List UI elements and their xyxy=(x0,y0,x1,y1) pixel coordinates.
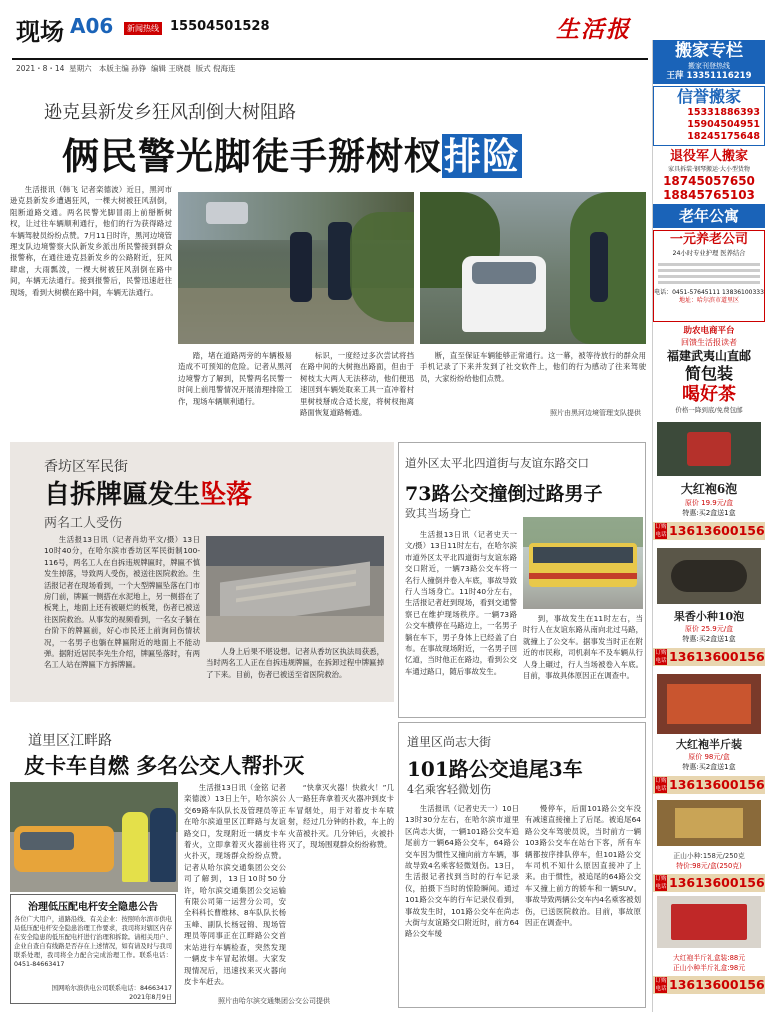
tea-product-4-tel: 13613600156 xyxy=(669,875,765,890)
safety-notice xyxy=(10,894,176,1004)
story-bus-73-accident xyxy=(398,442,646,718)
notice-body: 各位广大用户，道路沿线、有关企业：按照哈尔滨市供电局低压配电杆安全隐患治理工作要求，我司将对辖区内存在安全隐患的低压配电杆进行治理和拆除。请相关用户、企业自查自有线路是否存在上述情况，如有请及时与我司联系处理，我司将全力配合完成治理工作。联系电话：0451-84663417 xyxy=(14,916,172,968)
tea-product-4-special: 特价:98元/盒(250克) xyxy=(676,862,742,870)
tea-product-3-tel: 13613600156 xyxy=(669,777,765,792)
ad6-line1: 福建武夷山直邮 xyxy=(666,349,751,363)
story1-headline-accent: 排险 xyxy=(444,134,520,178)
notice-title: 治理低压配电杆安全隐患公告 xyxy=(28,902,158,913)
ad2-phone-1: 15331886393 xyxy=(687,107,760,118)
story1-column-1: 生活报讯（韩飞 记者栾德波）近日，黑河市逊克县新发乡遭遇狂风，一棵大树被狂风刮倒，阻断道路交通。两名民警光脚冒雨上前掰断树杈，让过往车辆顺利通行，他们的行为获得路过车辆驾驶员纷纷点赞。7月11日时许，黑河边境管理支队边境警察大队新发乡派出所民警接到群众报警称，在通往逊克县新发乡的公路附近，狂风肆虐，大雨瓢泼，一棵大树被狂风刮倒在路中间，车辆无法通行。接到报警后，民警迅速赶往现场，看到大树横在路中间，车辆无法通行。 xyxy=(10,185,172,297)
ad1-title: 搬家专栏 xyxy=(675,41,743,61)
ad3-phone-1: 18745057650 xyxy=(663,174,755,188)
ad-tea-header xyxy=(653,326,765,418)
tea-product-3-tel-label: 订购电话 xyxy=(655,778,667,792)
ad6-sub: 回馈生活报读者 xyxy=(681,338,737,347)
tea-product-4-tel-bar xyxy=(653,874,765,892)
story1-column-4: 断，直至保证车辆能够正常通行。这一幕，被等待放行的群众用手机记录了下来并发到了社交软件上，他们的行为感动了往来驾驶员，大家纷纷给他们点赞。 xyxy=(420,351,646,383)
ad1-sub: 搬家刊登热线 xyxy=(688,62,730,70)
tea-product-3-price: 原价 98元/盒 xyxy=(688,753,730,761)
story3-kicker: 道外区太平北四道街与友谊东路交口 xyxy=(405,456,589,470)
ad5-address: 地址：哈尔滨市道里区 xyxy=(678,297,739,304)
ad2-phone-2: 15904504951 xyxy=(687,119,760,130)
tea-product-3-image xyxy=(657,674,761,734)
ad-xinyu-moving xyxy=(653,86,765,146)
ad-elderly-apartment xyxy=(653,204,765,228)
tea-product-1-special: 特惠:买2盒送1盒 xyxy=(682,509,736,517)
tea-product-1 xyxy=(653,422,765,546)
story5-kicker: 道里区尚志大街 xyxy=(407,735,492,749)
tea-product-2-tel-bar xyxy=(653,648,765,666)
story3-column-1: 生活报13日讯（记者史天一文/摄）13日11时左右，在哈尔滨市道外区太平北四道街与友谊东路交口附近，一辆73路公交车将一名行人撞倒并卷入车底，事故导致行人当场身亡。11时40分左右，生活报记者赶到现场，看到交通警察已在维护现场秩序。一辆73路公交车横停在马路边上，一名男子躺在车下，男子身体上已经盖了白布。在事故现场附近，一名男子回忆道，当时他正在路边，看到公交车通过路口，随后事故发生。 xyxy=(405,530,517,676)
story1-column-3: 标识，一度经过多次尝试将挡在路中间的大树拖出路面，但由于树枝太大两人无法移动，他们便迅速回到车辆处取来工具一直冲着村里树枝掰成合适长度，将树杈拖离路面恢复道路畅通。 xyxy=(300,351,414,418)
story3-headline: 73路公交撞倒过路男子 xyxy=(405,483,603,505)
tea-product-3-tel-bar xyxy=(653,776,765,794)
tea-product-2-tel: 13613600156 xyxy=(669,649,765,664)
section-name: 现场 xyxy=(16,17,64,46)
ad6-line2: 简包装 xyxy=(684,364,733,383)
tea-product-2-price: 原价 25.9元/盒 xyxy=(684,625,734,633)
ad4-title: 老年公寓 xyxy=(678,207,739,225)
story-windfall-tree xyxy=(10,88,646,420)
tea-product-1-name: 大红袍6泡 xyxy=(680,482,738,496)
story3-subhead: 致其当场身亡 xyxy=(405,507,471,520)
story-signboard-fall xyxy=(10,442,394,702)
story2-column-2: 人身上后果不堪设想。记者从香坊区执法局获悉，当时两名工人正在自拆违规牌匾，在拆卸过程中牌匾掉了下来。目前，伤者已被送至省医院救治。 xyxy=(206,647,384,679)
story4-kicker: 道里区江畔路 xyxy=(28,733,112,749)
notice-date: 2021年8月9日 xyxy=(129,994,172,1001)
tea-product-5 xyxy=(653,896,765,1008)
tea-product-5-price: 大红袍半斤礼盒装:88元 xyxy=(672,954,746,962)
ad5-body-lines xyxy=(654,258,764,289)
ad3-title: 退役军人搬家 xyxy=(669,149,748,164)
story4-column-2: “快拿灭火器！快救火！”几人一路狂奔拿着灭火器冲到皮卡车冒烟处，用于对着皮卡车喷射，经过几分钟的扑救，车上的火苗被扑灭。几分钟后，火被扑灭了，现场围观群众纷纷称赞。 xyxy=(288,783,394,850)
tea-product-2 xyxy=(653,548,765,672)
tea-product-1-tel: 13613600156 xyxy=(669,523,765,538)
story5-subhead: 4名乘客轻微划伤 xyxy=(407,783,491,796)
story5-headline: 101路公交追尾3车 xyxy=(407,757,583,781)
story5-column-1: 生活报讯（记者史天一）10日13时30分左右，在哈尔滨市道里区尚志大街，一辆101路公交车追尾前方一辆64路公交车，64路公交车因为惯性又撞向前方车辆，事故导致4名乘客轻微划伤。13日，生活报记者找到当时的行车记录仪，拍摄下当时的惊险瞬间。通过101路公交车的行车记录仪看到，事故发生时，101路公交车在尚志大街与友谊路交口附近时，前方64路公交车缓 xyxy=(405,804,519,939)
story2-headline-main: 自拆牌匾发生 xyxy=(44,480,201,510)
tea-product-1-image xyxy=(657,422,761,476)
story4-photo-credit: 照片由哈尔滨交通集团公交公司提供 xyxy=(218,997,330,1005)
date-line: 2021・8・14 星期六 本版主编 孙铮 编辑 王晓晨 版式 倪海连 xyxy=(16,64,236,73)
tea-product-3 xyxy=(653,674,765,798)
photo-pickup-fire xyxy=(10,782,178,892)
story1-column-2: 踏，堵在道路两旁的车辆极易造成不可预知的危险。记者从黑河边境警方了解到，民警两名民警一时间上前甩警情况开展清理排险工作，现场车辆顺利通行。 xyxy=(178,351,292,406)
story1-kicker: 逊克县新发乡狂风刮倒大树阻路 xyxy=(44,102,296,123)
ad2-title: 信誉搬家 xyxy=(676,87,741,106)
story2-subhead: 两名工人受伤 xyxy=(44,516,123,531)
tea-product-4 xyxy=(653,800,765,900)
tea-product-1-tel-bar xyxy=(653,522,765,540)
ad-elderly-care-company xyxy=(653,230,765,322)
tea-product-4-price: 正山小种:158元/250克 xyxy=(673,852,745,860)
tea-product-3-name: 大红袍半斤装 xyxy=(676,738,742,751)
story2-column-1: 生活报13日讯（记者肖幼平文/摄）13日10时40分，在哈尔滨市香坊区军民街制100-116号，两名工人在自拆违规牌匾时，牌匾不慎发生掉落，导致两人受伤，被送往医院救治。生活报记者在现场看到，一个大型牌匾坠落在门市房门前，牌匾一侧搭在水泥地上，另一侧搭在了板凳上，地面上还有被砸烂的板凳，伤者已被送往医院救治。从事发的视频看到，一名女子躺在台阶下的牌匾前，好心市民还上前询问伤情状况，一名男子也躺在牌匾附近的地面上不能动弹。据附近居民李先生介绍，牌匾坠落时，有两名工人站在牌匾下方拆牌匾。 xyxy=(44,535,200,670)
header-rule xyxy=(12,58,648,60)
ad5-title: 一元养老公司 xyxy=(669,232,748,247)
ad6-line3: 喝好茶 xyxy=(682,384,736,405)
tea-product-4-image xyxy=(657,800,761,846)
notice-sign: 国网哈尔滨供电公司联系电话：84663417 xyxy=(51,985,172,992)
story3-column-2: 到，事故发生在11时左右，当时行人在友谊东路从南向北过马路，就撞上了公交车。据事发当时正在附近的市民称，司机刹车不及车辆从行人身上碾过，行人当场被卷入车底。目前，事故具体原因正在调查中。 xyxy=(523,614,643,681)
story1-photo-credit: 照片由黑河边境管理支队提供 xyxy=(550,409,641,417)
hotline-label: 新闻热线 xyxy=(124,22,162,35)
ad5-note: 24小时专业护理 医养结合 xyxy=(672,250,746,257)
ad3-phone-2: 18845765103 xyxy=(663,188,755,202)
tea-product-1-tel-label: 订购电话 xyxy=(655,524,667,538)
photo-cars-waiting xyxy=(420,192,646,344)
tea-product-1-price: 原价 19.9元/盒 xyxy=(684,499,734,507)
story2-kicker: 香坊区军民街 xyxy=(44,459,128,475)
story5-column-2: 慢停车，后面101路公交车没有减速直接撞上了后尾。被追尾64路公交车驾驶员说，当时前方一辆103路公交车在站台下客，所有车辆都按序排队停车，但101路公交车司机不知什么原因直接冲了上来。由于惯性，被追尾的64路公交车又撞上前方的轿车和一辆SUV。事故导致两辆公交车内4名乘客被划伤，已送医院救治。目前，事故原因正在调查中。 xyxy=(525,804,641,928)
ad1-contact: 王萍 13351116219 xyxy=(666,71,752,81)
tea-product-3-special: 特惠:买2盒送1盒 xyxy=(682,763,736,771)
tea-product-2-image xyxy=(657,548,761,604)
story4-column-1: 生活报13日讯（金铭 记者栾德波）13日上午，哈尔滨公交69路车队队长及管理员等正在哈尔滨道里区江畔路与友谊路交口，发现附近一辆皮卡车着火，立即拿着灭火器前往将火扑灭，现场群众纷纷点赞。记者从哈尔滨交通集团公交公司了解到，13日10时50分许，哈尔滨交通集团公交运输有限公司第一运营分公司，安全科科长曹维林、8车队队长杨玉峰、副队长杨冠锦、现场管理员等同事正在江畔路公交首末站进行车辆检查，突然发现一辆皮卡车冒起浓烟。大家发现情况后，迅速找来灭火器向皮卡车赶去。 xyxy=(184,783,286,986)
ad6-title: 助农电商平台 xyxy=(683,326,735,336)
hotline-number: 15504501528 xyxy=(170,19,270,34)
story2-headline-accent: 坠落 xyxy=(200,480,253,510)
brand-logo: 生活报 xyxy=(556,16,631,43)
photo-police-clearing-tree xyxy=(178,192,414,344)
tea-product-2-special: 特惠:买2盒送1盒 xyxy=(682,635,736,643)
story1-headline-main: 俩民警光脚徒手掰树杈 xyxy=(62,134,442,178)
tea-product-2-name: 果香小种10泡 xyxy=(673,610,745,623)
tea-product-5-tel: 13613600156 xyxy=(669,977,765,992)
ad-moving-column xyxy=(653,40,765,84)
tea-product-5-tel-bar xyxy=(653,976,765,994)
masthead xyxy=(8,6,648,73)
photo-bus-73 xyxy=(523,517,643,609)
photo-fallen-signboard xyxy=(206,536,384,642)
ad5-contact: 电话：0451-57645111 13836100333 xyxy=(654,289,764,296)
tea-product-5-image xyxy=(657,896,761,948)
ad6-note: 价格一降到底/免费包邮 xyxy=(675,406,743,414)
ad3-note: 家具拆装·钢琴搬运·大小型货物 xyxy=(668,166,750,173)
ad2-phone-3: 18245175648 xyxy=(687,131,760,142)
tea-product-4-tel-label: 订购电话 xyxy=(655,876,667,890)
story-bus-101-rearend xyxy=(398,722,646,1008)
story2-headline xyxy=(44,474,252,511)
tea-product-5-tel-label: 订购电话 xyxy=(655,978,667,992)
classified-sidebar xyxy=(652,40,764,1012)
story1-headline xyxy=(62,126,522,180)
ad-veteran-moving xyxy=(653,148,765,202)
tea-product-2-tel-label: 订购电话 xyxy=(655,650,667,664)
story4-headline: 皮卡车自燃 多名公交人帮扑灭 xyxy=(24,753,305,778)
page-number: A06 xyxy=(70,14,114,38)
tea-product-5-special: 正山小种半斤礼盒:98元 xyxy=(672,964,746,972)
